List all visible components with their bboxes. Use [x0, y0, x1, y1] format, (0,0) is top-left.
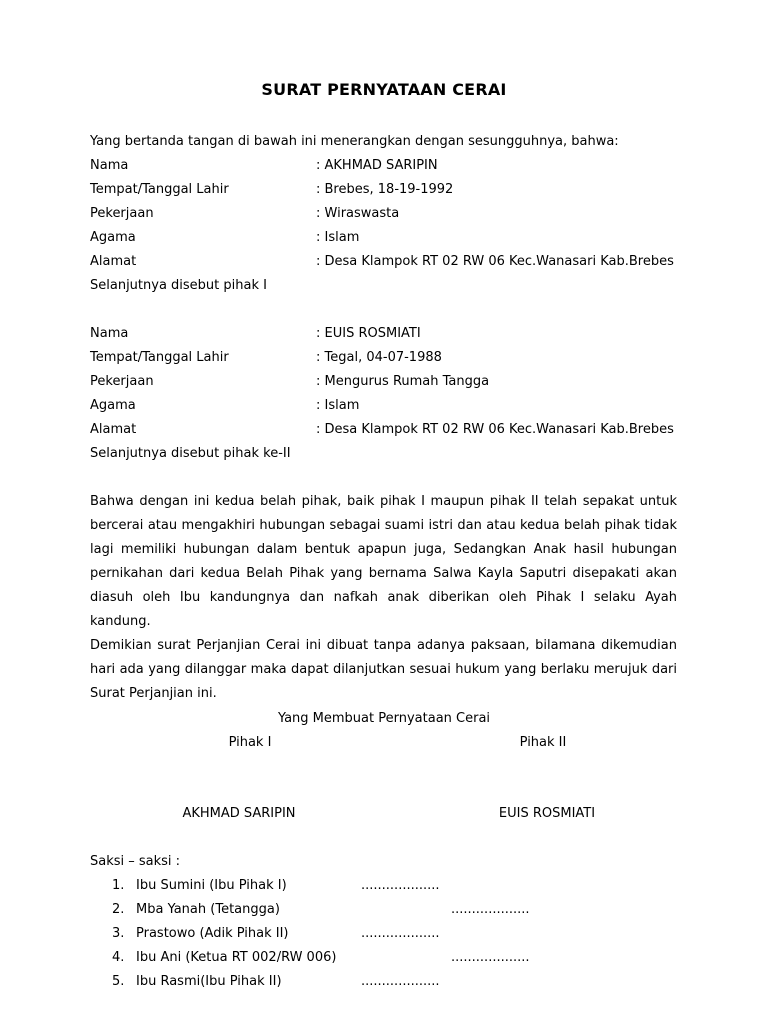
document-title: SURAT PERNYATAAN CERAI [261, 80, 507, 99]
witness-item [112, 878, 612, 898]
field-label: Nama [90, 326, 129, 341]
field-label: Tempat/Tanggal Lahir [90, 350, 229, 365]
list-number: 3. [112, 926, 125, 941]
party2-signature-label: Pihak II [519, 735, 567, 750]
field-value: : Brebes, 18-19-1992 [316, 182, 454, 197]
statement-paragraph-1: Bahwa dengan ini kedua belah pihak, baik pihak I maupun pihak II telah sepakat untuk bercerai atau mengakhiri hubungan sebagai suami istri dan atau kedua belah pihak tidak lagi memiliki hubungan dalam bentuk apapun juga, Sedangkan Anak hasil hubungan pernikahan dari kedua Belah Pihak yang bernama Salwa Kayla Saputri disepakati akan diasuh oleh Ibu kandungnya dan nafkah anak diberikan oleh Pihak I selaku Ayah kandung. [90, 494, 677, 629]
party2-job-row [90, 374, 690, 394]
field-value: : Desa Klampok RT 02 RW 06 Kec.Wanasari Kab.Brebes [316, 254, 674, 269]
list-number: 5. [112, 974, 125, 989]
signature-heading: Yang Membuat Pernyataan Cerai [277, 711, 491, 726]
witness-item [112, 902, 612, 922]
field-value: : EUIS ROSMIATI [316, 326, 421, 341]
signature-dots: ................... [451, 902, 530, 917]
field-value: : Wiraswasta [316, 206, 400, 221]
field-value: : Tegal, 04-07-1988 [316, 350, 442, 365]
field-label: Alamat [90, 254, 137, 269]
field-value: : AKHMAD SARIPIN [316, 158, 438, 173]
witness-name: Mba Yanah (Tetangga) [136, 902, 280, 917]
witness-name: Ibu Sumini (Ibu Pihak I) [136, 878, 287, 893]
field-label: Agama [90, 398, 136, 413]
field-value: : Islam [316, 230, 360, 245]
party1-note: Selanjutnya disebut pihak I [90, 278, 267, 293]
signature-dots: ................... [361, 878, 440, 893]
field-label: Pekerjaan [90, 206, 154, 221]
field-label: Pekerjaan [90, 374, 154, 389]
field-label: Agama [90, 230, 136, 245]
field-label: Tempat/Tanggal Lahir [90, 182, 229, 197]
witness-item [112, 950, 612, 970]
witness-name: Prastowo (Adik Pihak II) [136, 926, 289, 941]
party2-birth-row [90, 350, 690, 370]
signature-dots: ................... [361, 926, 440, 941]
party1-job-row [90, 206, 690, 226]
witness-item [112, 926, 612, 946]
witness-item [112, 974, 612, 994]
party2-name-row [90, 326, 690, 346]
signature-dots: ................... [451, 950, 530, 965]
party2-address-row [90, 422, 690, 442]
field-value: : Desa Klampok RT 02 RW 06 Kec.Wanasari Kab.Brebes [316, 422, 674, 437]
party2-religion-row [90, 398, 690, 418]
field-value: : Mengurus Rumah Tangga [316, 374, 490, 389]
statement-body [90, 490, 677, 706]
party2-note: Selanjutnya disebut pihak ke-II [90, 446, 291, 461]
field-label: Nama [90, 158, 129, 173]
list-number: 2. [112, 902, 125, 917]
party1-birth-row [90, 182, 690, 202]
witness-name: Ibu Rasmi(Ibu Pihak II) [136, 974, 282, 989]
list-number: 4. [112, 950, 125, 965]
field-label: Alamat [90, 422, 137, 437]
signature-dots: ................... [361, 974, 440, 989]
list-number: 1. [112, 878, 125, 893]
witnesses-heading: Saksi – saksi : [90, 854, 181, 869]
party1-address-row [90, 254, 690, 274]
party1-signature-label: Pihak I [228, 735, 272, 750]
intro-text: Yang bertanda tangan di bawah ini menerangkan dengan sesungguhnya, bahwa: [90, 134, 619, 149]
party1-religion-row [90, 230, 690, 250]
party2-signature-name: EUIS ROSMIATI [498, 806, 596, 821]
party1-name-row [90, 158, 690, 178]
statement-paragraph-2: Demikian surat Perjanjian Cerai ini dibuat tanpa adanya paksaan, bilamana dikemudian hari ada yang dilanggar maka dapat dilanjutkan sesuai hukum yang berlaku merujuk dari Surat Perjanjian ini. [90, 638, 677, 701]
witness-name: Ibu Ani (Ketua RT 002/RW 006) [136, 950, 337, 965]
field-value: : Islam [316, 398, 360, 413]
party1-signature-name: AKHMAD SARIPIN [182, 806, 296, 821]
